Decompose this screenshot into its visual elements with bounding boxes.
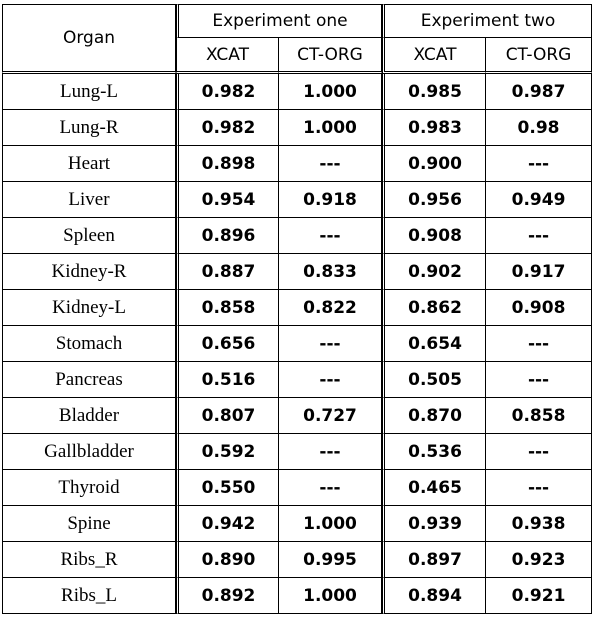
table-row (2, 218, 592, 254)
exp1-ctorg-value: --- (279, 470, 382, 506)
exp1-xcat-value: 0.516 (176, 362, 279, 398)
organ-name: Stomach (2, 326, 176, 362)
organ-name: Spine (2, 506, 176, 542)
experiment-one-header: Experiment one (176, 4, 382, 38)
exp1-ctorg-value: --- (279, 434, 382, 470)
exp2-xcat-value: 0.897 (382, 542, 486, 578)
exp1-ctorg-value: --- (279, 362, 382, 398)
organ-name: Gallbladder (2, 434, 176, 470)
exp1-xcat-value: 0.887 (176, 254, 279, 290)
organ-name: Ribs_L (2, 578, 176, 614)
exp1-xcat-value: 0.656 (176, 326, 279, 362)
exp1-xcat-value: 0.942 (176, 506, 279, 542)
table-row (2, 578, 592, 614)
exp2-xcat-value: 0.900 (382, 146, 486, 182)
exp1-xcat-value: 0.896 (176, 218, 279, 254)
exp1-ctorg-value: 1.000 (279, 110, 382, 146)
table-row (2, 74, 592, 110)
exp2-xcat-value: 0.465 (382, 470, 486, 506)
exp2-ctorg-value: 0.98 (486, 110, 592, 146)
exp1-ctorg-value: 0.833 (279, 254, 382, 290)
exp1-ctorg-value: 1.000 (279, 506, 382, 542)
exp1-ctorg-value: 0.727 (279, 398, 382, 434)
exp2-ctorg-value: 0.908 (486, 290, 592, 326)
organ-name: Pancreas (2, 362, 176, 398)
exp2-xcat-value: 0.870 (382, 398, 486, 434)
table-row (2, 290, 592, 326)
exp1-ctorg-header: CT-ORG (279, 38, 382, 74)
exp1-ctorg-value: --- (279, 146, 382, 182)
table-row (2, 506, 592, 542)
exp1-xcat-value: 0.892 (176, 578, 279, 614)
exp2-ctorg-value: 0.917 (486, 254, 592, 290)
exp1-ctorg-value: 0.995 (279, 542, 382, 578)
exp1-xcat-value: 0.890 (176, 542, 279, 578)
organ-name: Liver (2, 182, 176, 218)
exp2-xcat-value: 0.894 (382, 578, 486, 614)
organ-name: Bladder (2, 398, 176, 434)
exp1-ctorg-value: --- (279, 218, 382, 254)
exp2-xcat-value: 0.902 (382, 254, 486, 290)
exp2-xcat-value: 0.862 (382, 290, 486, 326)
exp1-xcat-header: XCAT (176, 38, 279, 74)
table-body (2, 74, 592, 614)
exp2-xcat-value: 0.908 (382, 218, 486, 254)
table-row (2, 542, 592, 578)
exp2-ctorg-value: --- (486, 362, 592, 398)
exp2-ctorg-value: --- (486, 470, 592, 506)
exp2-ctorg-value: 0.923 (486, 542, 592, 578)
organ-name: Lung-L (2, 74, 176, 110)
organ-name: Ribs_R (2, 542, 176, 578)
table-row (2, 110, 592, 146)
exp1-xcat-value: 0.550 (176, 470, 279, 506)
results-table (2, 4, 592, 614)
experiment-two-header: Experiment two (382, 4, 592, 38)
organ-name: Spleen (2, 218, 176, 254)
organ-column-header: Organ (2, 4, 176, 74)
exp2-xcat-header: XCAT (382, 38, 486, 74)
exp2-ctorg-value: 0.987 (486, 74, 592, 110)
exp2-xcat-value: 0.985 (382, 74, 486, 110)
exp2-xcat-value: 0.654 (382, 326, 486, 362)
exp2-xcat-value: 0.505 (382, 362, 486, 398)
exp2-ctorg-value: --- (486, 218, 592, 254)
exp2-ctorg-header: CT-ORG (486, 38, 592, 74)
exp2-xcat-value: 0.536 (382, 434, 486, 470)
exp2-ctorg-value: 0.858 (486, 398, 592, 434)
exp2-xcat-value: 0.939 (382, 506, 486, 542)
organ-name: Kidney-R (2, 254, 176, 290)
organ-name: Heart (2, 146, 176, 182)
organ-name: Thyroid (2, 470, 176, 506)
exp1-xcat-value: 0.982 (176, 110, 279, 146)
table-row (2, 398, 592, 434)
table-row (2, 326, 592, 362)
exp2-ctorg-value: 0.949 (486, 182, 592, 218)
exp1-xcat-value: 0.592 (176, 434, 279, 470)
exp2-ctorg-value: --- (486, 434, 592, 470)
exp2-ctorg-value: 0.921 (486, 578, 592, 614)
organ-name: Lung-R (2, 110, 176, 146)
exp1-ctorg-value: 1.000 (279, 578, 382, 614)
table-row (2, 146, 592, 182)
table-row (2, 254, 592, 290)
exp1-xcat-value: 0.858 (176, 290, 279, 326)
exp2-ctorg-value: --- (486, 326, 592, 362)
table-row (2, 434, 592, 470)
exp1-xcat-value: 0.898 (176, 146, 279, 182)
table-header (2, 4, 592, 74)
organ-name: Kidney-L (2, 290, 176, 326)
exp1-ctorg-value: 0.918 (279, 182, 382, 218)
exp1-ctorg-value: 1.000 (279, 74, 382, 110)
exp1-ctorg-value: 0.822 (279, 290, 382, 326)
exp1-xcat-value: 0.954 (176, 182, 279, 218)
table-row (2, 182, 592, 218)
exp2-xcat-value: 0.956 (382, 182, 486, 218)
table-row (2, 470, 592, 506)
exp1-xcat-value: 0.982 (176, 74, 279, 110)
exp2-ctorg-value: 0.938 (486, 506, 592, 542)
exp2-xcat-value: 0.983 (382, 110, 486, 146)
table-row (2, 362, 592, 398)
exp1-xcat-value: 0.807 (176, 398, 279, 434)
exp1-ctorg-value: --- (279, 326, 382, 362)
exp2-ctorg-value: --- (486, 146, 592, 182)
